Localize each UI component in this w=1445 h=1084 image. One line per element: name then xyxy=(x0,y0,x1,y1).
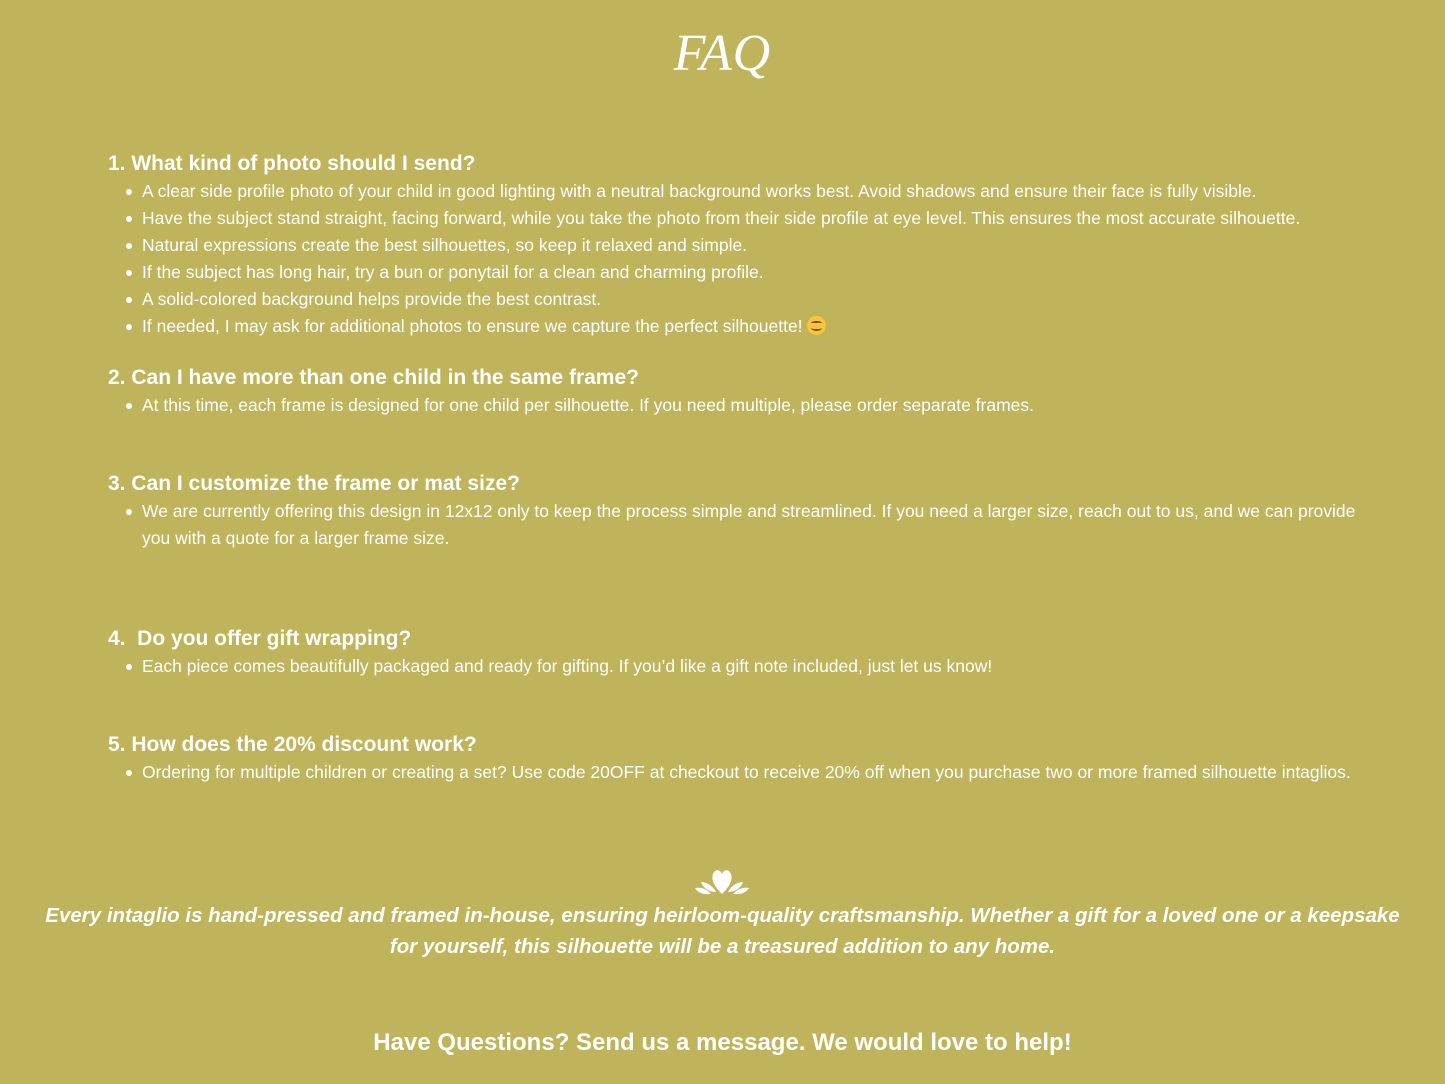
contact-cta: Have Questions? Send us a message. We would love to help! xyxy=(373,1029,1072,1056)
faq-answer: Natural expressions create the best silhouettes, so keep it relaxed and simple. xyxy=(108,232,1433,259)
faq-answer-list xyxy=(108,392,1433,419)
faq-section-3 xyxy=(108,470,1433,552)
faq-question: 2. Can I have more than one child in the same frame? xyxy=(108,366,639,389)
closing-statement: Every intaglio is hand-pressed and framed in-house, ensuring heirloom-quality craftsmanship. Whether a gift for a loved one or a keepsake for yourself, this silhouette will be a treasured addition to any home. xyxy=(45,904,1400,958)
faq-section-4 xyxy=(108,625,1433,680)
faq-section-5 xyxy=(108,731,1433,786)
faq-answer-list xyxy=(108,178,1433,340)
faq-answer-list xyxy=(108,653,1433,680)
faq-answer: If the subject has long hair, try a bun or ponytail for a clean and charming profile. xyxy=(108,259,1433,286)
faq-answer: Have the subject stand straight, facing forward, while you take the photo from their side profile at eye level. This ensures the most accurate silhouette. xyxy=(108,205,1433,232)
faq-answer: At this time, each frame is designed for one child per silhouette. If you need multiple, please order separate frames. xyxy=(108,392,1433,419)
faq-answer-list xyxy=(108,498,1433,552)
faq-section-1 xyxy=(108,150,1433,340)
faq-answer-with-emoji xyxy=(108,313,1433,340)
heart-leaves-ornament-icon xyxy=(694,862,750,896)
faq-answer: A solid-colored background helps provide the best contrast. xyxy=(108,286,1433,313)
faq-answer: Each piece comes beautifully packaged and ready for gifting. If you’d like a gift note included, just let us know! xyxy=(108,653,1433,680)
page-title: FAQ xyxy=(673,25,772,82)
faq-answer-list xyxy=(108,759,1433,786)
faq-answer-text: If needed, I may ask for additional photos to ensure we capture the perfect silhouette! xyxy=(142,316,803,336)
faq-question: 4. Do you offer gift wrapping? xyxy=(108,627,412,650)
faq-answer: A clear side profile photo of your child in good lighting with a neutral background works best. Avoid shadows and ensure their face is fully visible. xyxy=(108,178,1433,205)
faq-question: 3. Can I customize the frame or mat size? xyxy=(108,472,520,495)
smiling-face-emoji-icon xyxy=(807,316,826,335)
faq-section-2 xyxy=(108,364,1433,419)
faq-question: 1. What kind of photo should I send? xyxy=(108,152,476,175)
faq-answer: Ordering for multiple children or creating a set? Use code 20OFF at checkout to receive 20% off when you purchase two or more framed silhouette intaglios. xyxy=(108,759,1432,786)
faq-answer: We are currently offering this design in 12x12 only to keep the process simple and streamlined. If you need a larger size, reach out to us, and we can provide you with a quote for a larger frame size. xyxy=(108,498,1357,552)
faq-question: 5. How does the 20% discount work? xyxy=(108,733,477,756)
